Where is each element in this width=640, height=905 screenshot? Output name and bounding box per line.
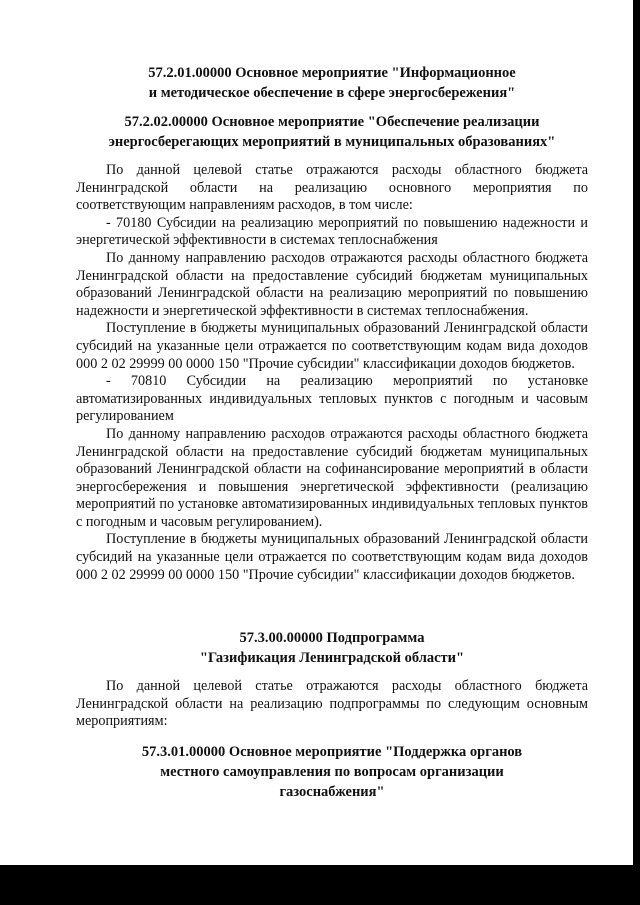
- section-heading-57-2-01: [76, 63, 588, 103]
- heading-line: местного самоуправления по вопросам организации: [160, 764, 504, 780]
- heading-line: энергосберегающих мероприятий в муниципальных образованиях": [108, 134, 556, 150]
- paragraph: По данной целевой статье отражаются расходы областного бюджета Ленинградской области на реализацию подпрограммы по следующим основным мероприятиям:: [76, 678, 588, 730]
- heading-line: 57.3.00.00000 Подпрограмма: [239, 630, 425, 646]
- body-text-section-1: [76, 162, 588, 584]
- paragraph: По данному направлению расходов отражаются расходы областного бюджета Ленинградской области на предоставление субсидий бюджетам муниципальных образований Ленинградской области на реализацию мероприятий по повышению надежности и энергетической эффективности в системах теплоснабжения.: [76, 249, 588, 319]
- heading-line: 57.3.01.00000 Основное мероприятие "Поддержка органов: [141, 744, 523, 760]
- paragraph: - 70810 Субсидии на реализацию мероприятий по установке автоматизированных индивидуальных тепловых пунктов с погодным и часовым регулированием: [76, 373, 588, 425]
- heading-line: 57.2.01.00000 Основное мероприятие "Информационное: [148, 65, 516, 81]
- paragraph: Поступление в бюджеты муниципальных образований Ленинградской области субсидий на указанные цели отражается по соответствующим кодам вида доходов 000 2 02 29999 00 0000 150 "Прочие субсидии" классификации доходов бюджетов.: [76, 320, 588, 372]
- heading-line: и методическое обеспечение в сфере энергосбережения": [148, 85, 516, 101]
- body-text-section-2: [76, 678, 588, 731]
- scan-edge-right: [633, 0, 640, 905]
- section-heading-57-3-00: [76, 628, 588, 668]
- section-heading-57-3-01: [76, 742, 588, 802]
- paragraph: Поступление в бюджеты муниципальных образований Ленинградской области субсидий на указанные цели отражается по соответствующим кодам вида доходов 000 2 02 29999 00 0000 150 "Прочие субсидии" классификации доходов бюджетов.: [76, 531, 588, 583]
- heading-line: "Газификация Ленинградской области": [199, 650, 465, 666]
- heading-line: газоснабжения": [279, 784, 385, 800]
- paragraph: - 70180 Субсидии на реализацию мероприятий по повышению надежности и энергетической эффективности в системах теплоснабжения: [76, 214, 588, 249]
- paragraph: По данному направлению расходов отражаются расходы областного бюджета Ленинградской области на предоставление субсидий бюджетам муниципальных образований Ленинградской области на софинансирование мероприятий в области энергосбережения и повышения энергетической эффективности (реализацию мероприятий по установке автоматизированных индивидуальных тепловых пунктов с погодным и часовым регулированием).: [76, 425, 588, 530]
- scan-edge-bottom: [0, 865, 640, 905]
- section-heading-57-2-02: [76, 112, 588, 152]
- heading-line: 57.2.02.00000 Основное мероприятие "Обеспечение реализации: [124, 114, 540, 130]
- paragraph: По данной целевой статье отражаются расходы областного бюджета Ленинградской области на реализацию основного мероприятия по соответствующим направлениям расходов, в том числе:: [76, 162, 588, 214]
